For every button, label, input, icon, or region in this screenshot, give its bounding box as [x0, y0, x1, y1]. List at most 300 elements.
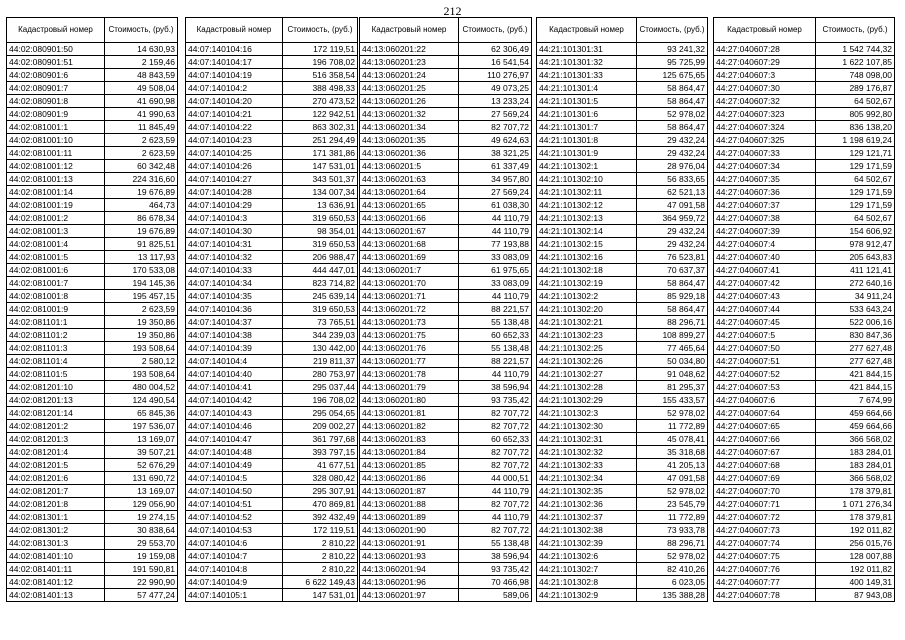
- cost-cell: 82 707,72: [459, 446, 532, 459]
- table-row: [186, 459, 358, 472]
- table-row: [360, 173, 532, 186]
- cadastral-number-cell: 44:07:140104:47: [186, 433, 283, 446]
- table-row: [537, 56, 708, 69]
- table-row: [360, 43, 532, 56]
- cost-cell: 192 011,82: [816, 524, 895, 537]
- table-row: [186, 394, 358, 407]
- cadastral-number-cell: 44:21:101302:35: [537, 485, 637, 498]
- cadastral-number-cell: 44:27:040607:41: [714, 264, 816, 277]
- cadastral-number-cell: 44:13:060201:78: [360, 368, 459, 381]
- cost-cell: 522 006,16: [816, 316, 895, 329]
- cadastral-number-cell: 44:21:101302:1: [537, 160, 637, 173]
- cost-cell: 6 622 149,43: [283, 576, 358, 589]
- cost-cell: 11 772,89: [637, 420, 708, 433]
- cadastral-number-cell: 44:02:081101:5: [7, 368, 105, 381]
- table-row: [714, 225, 895, 238]
- cadastral-number-cell: 44:02:081301:2: [7, 524, 105, 537]
- table-row: [714, 381, 895, 394]
- cadastral-number-cell: 44:07:140104:48: [186, 446, 283, 459]
- cost-cell: 60 342,48: [105, 160, 178, 173]
- table-row: [360, 316, 532, 329]
- table-row: [186, 472, 358, 485]
- table-row: [714, 160, 895, 173]
- cadastral-number-cell: 44:07:140104:31: [186, 238, 283, 251]
- cost-cell: 38 596,94: [459, 550, 532, 563]
- cost-cell: 13 169,07: [105, 485, 178, 498]
- table-row: [714, 498, 895, 511]
- cadastral-number-cell: 44:21:101302:37: [537, 511, 637, 524]
- table-row: [186, 576, 358, 589]
- cadastral-number-cell: 44:27:040607:68: [714, 459, 816, 472]
- cadastral-number-cell: 44:07:140104:50: [186, 485, 283, 498]
- cadastral-number-cell: 44:27:040607:78: [714, 589, 816, 602]
- table-row: [714, 459, 895, 472]
- cadastral-number-cell: 44:02:081401:11: [7, 563, 105, 576]
- cost-cell: 280 753,97: [283, 368, 358, 381]
- table-row: [7, 69, 178, 82]
- cost-cell: 2 810,22: [283, 537, 358, 550]
- cadastral-number-cell: 44:02:081101:3: [7, 342, 105, 355]
- cadastral-number-cell: 44:02:081201:14: [7, 407, 105, 420]
- header-cadastral-number: Кадастровый номер: [186, 18, 283, 43]
- cadastral-number-cell: 44:02:081001:10: [7, 134, 105, 147]
- cost-cell: 64 502,67: [816, 173, 895, 186]
- cadastral-number-cell: 44:21:101302:33: [537, 459, 637, 472]
- table-row: [186, 134, 358, 147]
- cost-cell: 52 978,02: [637, 485, 708, 498]
- header-cost: Стоимость, (руб.): [105, 18, 178, 43]
- cadastral-number-cell: 44:21:101302:32: [537, 446, 637, 459]
- cadastral-number-cell: 44:21:101301:33: [537, 69, 637, 82]
- cadastral-number-cell: 44:13:060201:84: [360, 446, 459, 459]
- cost-cell: 178 379,81: [816, 511, 895, 524]
- table-row: [714, 108, 895, 121]
- cadastral-number-cell: 44:13:060201:73: [360, 316, 459, 329]
- cost-cell: 172 119,51: [283, 43, 358, 56]
- table-row: [714, 290, 895, 303]
- cost-cell: 81 295,37: [637, 381, 708, 394]
- cost-cell: 19 159,08: [105, 550, 178, 563]
- cost-cell: 29 432,24: [637, 225, 708, 238]
- table-row: [714, 238, 895, 251]
- table-row: [360, 212, 532, 225]
- table-row: [714, 303, 895, 316]
- cost-cell: 129 121,71: [816, 147, 895, 160]
- cadastral-number-cell: 44:02:081001:13: [7, 173, 105, 186]
- cost-cell: 251 294,49: [283, 134, 358, 147]
- table-row: [186, 589, 358, 602]
- cadastral-number-cell: 44:07:140104:5: [186, 472, 283, 485]
- cost-cell: 61 038,30: [459, 199, 532, 212]
- cadastral-number-cell: 44:21:101301:7: [537, 121, 637, 134]
- table-row: [714, 433, 895, 446]
- cadastral-number-cell: 44:13:060201:23: [360, 56, 459, 69]
- table-row: [714, 524, 895, 537]
- cost-cell: 256 015,76: [816, 537, 895, 550]
- cost-cell: 65 845,36: [105, 407, 178, 420]
- table-row: [360, 95, 532, 108]
- table-row: [714, 576, 895, 589]
- cadastral-number-cell: 44:27:040607:65: [714, 420, 816, 433]
- table-row: [186, 108, 358, 121]
- cadastral-number-cell: 44:02:081001:12: [7, 160, 105, 173]
- cadastral-number-cell: 44:02:081101:4: [7, 355, 105, 368]
- cadastral-number-cell: 44:21:101302:9: [537, 589, 637, 602]
- cost-cell: 171 381,86: [283, 147, 358, 160]
- cost-cell: 60 652,33: [459, 329, 532, 342]
- cost-cell: 134 007,34: [283, 186, 358, 199]
- cadastral-number-cell: 44:07:140104:34: [186, 277, 283, 290]
- cadastral-number-cell: 44:27:040607:6: [714, 394, 816, 407]
- cadastral-number-cell: 44:07:140104:32: [186, 251, 283, 264]
- cost-cell: 459 664,66: [816, 407, 895, 420]
- table-row: [537, 108, 708, 121]
- cost-cell: 73 933,78: [637, 524, 708, 537]
- cadastre-table-4: [536, 17, 708, 602]
- table-row: [360, 589, 532, 602]
- table-row: [714, 95, 895, 108]
- cost-cell: 13 233,24: [459, 95, 532, 108]
- cadastral-number-cell: 44:13:060201:96: [360, 576, 459, 589]
- cadastral-number-cell: 44:21:101302:3: [537, 407, 637, 420]
- cadastral-number-cell: 44:13:060201:86: [360, 472, 459, 485]
- table-row: [537, 407, 708, 420]
- table-row: [714, 199, 895, 212]
- cadastral-number-cell: 44:27:040607:50: [714, 342, 816, 355]
- cadastral-number-cell: 44:07:140104:53: [186, 524, 283, 537]
- cadastral-number-cell: 44:13:060201:94: [360, 563, 459, 576]
- cost-cell: 13 169,07: [105, 433, 178, 446]
- cadastral-number-cell: 44:13:060201:68: [360, 238, 459, 251]
- table-row: [360, 420, 532, 433]
- cadastral-number-cell: 44:02:081001:19: [7, 199, 105, 212]
- table-row: [7, 316, 178, 329]
- cost-cell: 55 138,48: [459, 342, 532, 355]
- cost-cell: 219 811,37: [283, 355, 358, 368]
- cost-cell: 77 193,88: [459, 238, 532, 251]
- cadastral-number-cell: 44:21:101301:5: [537, 95, 637, 108]
- cadastral-number-cell: 44:13:060201:80: [360, 394, 459, 407]
- cadastral-number-cell: 44:13:060201:88: [360, 498, 459, 511]
- cost-cell: 533 643,24: [816, 303, 895, 316]
- table-row: [7, 433, 178, 446]
- table-row: [360, 251, 532, 264]
- cost-cell: 209 002,27: [283, 420, 358, 433]
- cadastral-number-cell: 44:13:060201:72: [360, 303, 459, 316]
- cadastral-number-cell: 44:27:040607:28: [714, 43, 816, 56]
- table-row: [7, 329, 178, 342]
- table-row: [360, 498, 532, 511]
- table-row: [7, 550, 178, 563]
- table-row: [537, 303, 708, 316]
- table-row: [7, 368, 178, 381]
- table-row: [360, 147, 532, 160]
- table-row: [360, 511, 532, 524]
- table-row: [537, 394, 708, 407]
- table-row: [537, 420, 708, 433]
- cadastre-table-2: [185, 17, 358, 602]
- table-row: [7, 225, 178, 238]
- cost-cell: 464,73: [105, 199, 178, 212]
- table-row: [360, 472, 532, 485]
- cost-cell: 319 650,53: [283, 212, 358, 225]
- cost-cell: 64 502,67: [816, 212, 895, 225]
- cadastral-number-cell: 44:07:140104:9: [186, 576, 283, 589]
- cost-cell: 170 533,08: [105, 264, 178, 277]
- table-row: [186, 524, 358, 537]
- table-row: [186, 381, 358, 394]
- cost-cell: 295 054,65: [283, 407, 358, 420]
- cost-cell: 87 943,08: [816, 589, 895, 602]
- table-row: [714, 472, 895, 485]
- table-row: [537, 576, 708, 589]
- cost-cell: 224 316,60: [105, 173, 178, 186]
- cadastral-number-cell: 44:21:101302:15: [537, 238, 637, 251]
- cost-cell: 2 810,22: [283, 563, 358, 576]
- cadastral-number-cell: 44:07:140104:33: [186, 264, 283, 277]
- cost-cell: 128 007,88: [816, 550, 895, 563]
- table-row: [360, 264, 532, 277]
- table-row: [714, 394, 895, 407]
- cost-cell: 361 797,68: [283, 433, 358, 446]
- table-row: [714, 329, 895, 342]
- cadastral-number-cell: 44:07:140104:35: [186, 290, 283, 303]
- header-cadastral-number: Кадастровый номер: [714, 18, 816, 43]
- cost-cell: 41 690,98: [105, 95, 178, 108]
- cost-cell: 13 117,93: [105, 251, 178, 264]
- cadastral-number-cell: 44:21:101302:6: [537, 550, 637, 563]
- cost-cell: 41 205,13: [637, 459, 708, 472]
- table-row: [360, 342, 532, 355]
- cadastral-number-cell: 44:07:140104:28: [186, 186, 283, 199]
- cadastral-number-cell: 44:02:081201:6: [7, 472, 105, 485]
- cadastral-number-cell: 44:07:140104:16: [186, 43, 283, 56]
- cost-cell: 319 650,53: [283, 303, 358, 316]
- cost-cell: 56 833,65: [637, 173, 708, 186]
- cadastral-number-cell: 44:13:060201:34: [360, 121, 459, 134]
- cost-cell: 52 676,29: [105, 459, 178, 472]
- table-row: [186, 433, 358, 446]
- cadastral-number-cell: 44:27:040607:5: [714, 329, 816, 342]
- cost-cell: 196 708,02: [283, 394, 358, 407]
- cost-cell: 55 138,48: [459, 537, 532, 550]
- cadastral-number-cell: 44:13:060201:85: [360, 459, 459, 472]
- cost-cell: 295 307,91: [283, 485, 358, 498]
- table-row: [186, 147, 358, 160]
- cadastral-number-cell: 44:27:040607:66: [714, 433, 816, 446]
- table-row: [714, 563, 895, 576]
- cadastral-number-cell: 44:02:081201:10: [7, 381, 105, 394]
- cost-cell: 95 725,99: [637, 56, 708, 69]
- table-row: [360, 576, 532, 589]
- cadastral-number-cell: 44:02:081401:13: [7, 589, 105, 602]
- cadastral-number-cell: 44:27:040607:34: [714, 160, 816, 173]
- cost-cell: 328 080,42: [283, 472, 358, 485]
- cadastral-number-cell: 44:07:140104:46: [186, 420, 283, 433]
- table-row: [714, 420, 895, 433]
- table-row: [537, 212, 708, 225]
- table-row: [714, 277, 895, 290]
- cost-cell: 44 110,79: [459, 368, 532, 381]
- cost-cell: 33 083,09: [459, 251, 532, 264]
- cadastral-number-cell: 44:27:040607:3: [714, 69, 816, 82]
- cadastral-number-cell: 44:07:140104:51: [186, 498, 283, 511]
- cost-cell: 60 652,33: [459, 433, 532, 446]
- cadastral-number-cell: 44:07:140104:38: [186, 329, 283, 342]
- cadastral-number-cell: 44:02:081001:11: [7, 147, 105, 160]
- cadastral-number-cell: 44:07:140104:39: [186, 342, 283, 355]
- cadastral-number-cell: 44:13:060201:79: [360, 381, 459, 394]
- table-row: [7, 485, 178, 498]
- table-row: [7, 199, 178, 212]
- cost-cell: 978 912,47: [816, 238, 895, 251]
- cadastral-number-cell: 44:02:081001:9: [7, 303, 105, 316]
- table-row: [537, 199, 708, 212]
- table-row: [186, 342, 358, 355]
- table-row: [714, 147, 895, 160]
- cost-cell: 295 037,44: [283, 381, 358, 394]
- cadastral-number-cell: 44:07:140104:21: [186, 108, 283, 121]
- table-row: [186, 69, 358, 82]
- cost-cell: 196 708,02: [283, 56, 358, 69]
- cadastral-number-cell: 44:21:101302:39: [537, 537, 637, 550]
- cadastral-number-cell: 44:27:040607:36: [714, 186, 816, 199]
- cost-cell: 45 078,41: [637, 433, 708, 446]
- cost-cell: 88 221,57: [459, 303, 532, 316]
- cadastral-number-cell: 44:21:101302:26: [537, 355, 637, 368]
- table-row: [537, 563, 708, 576]
- cost-cell: 82 707,72: [459, 524, 532, 537]
- cadastral-number-cell: 44:02:080901:6: [7, 69, 105, 82]
- table-row: [360, 433, 532, 446]
- table-row: [537, 446, 708, 459]
- cost-cell: 86 678,34: [105, 212, 178, 225]
- cost-cell: 57 477,24: [105, 589, 178, 602]
- cost-cell: 38 596,94: [459, 381, 532, 394]
- table-row: [714, 537, 895, 550]
- cost-cell: 91 825,51: [105, 238, 178, 251]
- cost-cell: 830 847,36: [816, 329, 895, 342]
- table-row: [714, 485, 895, 498]
- cadastral-number-cell: 44:07:140104:23: [186, 134, 283, 147]
- table-row: [7, 459, 178, 472]
- table-row: [7, 407, 178, 420]
- table-row: [7, 576, 178, 589]
- table-row: [7, 43, 178, 56]
- cost-cell: 366 568,02: [816, 433, 895, 446]
- cadastral-number-cell: 44:27:040607:52: [714, 368, 816, 381]
- cadastral-number-cell: 44:02:081001:7: [7, 277, 105, 290]
- cost-cell: 29 432,24: [637, 134, 708, 147]
- table-row: [714, 56, 895, 69]
- cadastral-number-cell: 44:07:140104:26: [186, 160, 283, 173]
- cadastral-number-cell: 44:27:040607:323: [714, 108, 816, 121]
- table-row: [186, 355, 358, 368]
- cadastral-number-cell: 44:27:040607:43: [714, 290, 816, 303]
- cadastral-number-cell: 44:07:140105:1: [186, 589, 283, 602]
- cost-cell: 343 501,37: [283, 173, 358, 186]
- cost-cell: 836 138,20: [816, 121, 895, 134]
- table-row: [7, 563, 178, 576]
- cost-cell: 35 318,68: [637, 446, 708, 459]
- cost-cell: 147 531,01: [283, 160, 358, 173]
- table-row: [537, 82, 708, 95]
- table-row: [7, 173, 178, 186]
- table-row: [186, 537, 358, 550]
- table-row: [714, 342, 895, 355]
- cost-cell: 364 959,72: [637, 212, 708, 225]
- table-row: [537, 225, 708, 238]
- cadastral-number-cell: 44:21:101302:12: [537, 199, 637, 212]
- cost-cell: 270 473,52: [283, 95, 358, 108]
- cadastral-number-cell: 44:27:040607:42: [714, 277, 816, 290]
- cost-cell: 195 457,15: [105, 290, 178, 303]
- cost-cell: 58 864,47: [637, 277, 708, 290]
- cadastral-number-cell: 44:27:040607:53: [714, 381, 816, 394]
- table-row: [186, 251, 358, 264]
- cost-cell: 155 433,57: [637, 394, 708, 407]
- cadastral-number-cell: 44:27:040607:35: [714, 173, 816, 186]
- table-row: [537, 589, 708, 602]
- cadastral-number-cell: 44:02:081101:2: [7, 329, 105, 342]
- cost-cell: 49 073,25: [459, 82, 532, 95]
- cadastral-number-cell: 44:13:060201:25: [360, 82, 459, 95]
- cost-cell: 39 507,21: [105, 446, 178, 459]
- table-row: [360, 290, 532, 303]
- table-row: [7, 82, 178, 95]
- cost-cell: 272 640,16: [816, 277, 895, 290]
- cost-cell: 93 735,42: [459, 394, 532, 407]
- cadastral-number-cell: 44:13:060201:77: [360, 355, 459, 368]
- cadastral-number-cell: 44:21:101301:32: [537, 56, 637, 69]
- table-row: [186, 485, 358, 498]
- table-row: [714, 264, 895, 277]
- cost-cell: 2 623,59: [105, 134, 178, 147]
- cadastral-number-cell: 44:07:140104:20: [186, 95, 283, 108]
- cost-cell: 62 521,13: [637, 186, 708, 199]
- table-row: [537, 381, 708, 394]
- cadastre-table-1: [6, 17, 178, 602]
- cadastral-number-cell: 44:13:060201:65: [360, 199, 459, 212]
- table-row: [7, 472, 178, 485]
- cadastral-number-cell: 44:02:081201:7: [7, 485, 105, 498]
- table-row: [537, 160, 708, 173]
- cost-cell: 823 714,82: [283, 277, 358, 290]
- table-row: [537, 498, 708, 511]
- cost-cell: 110 276,97: [459, 69, 532, 82]
- cadastral-number-cell: 44:13:060201:82: [360, 420, 459, 433]
- cadastral-number-cell: 44:07:140104:2: [186, 82, 283, 95]
- cost-cell: 70 637,37: [637, 264, 708, 277]
- cost-cell: 98 354,01: [283, 225, 358, 238]
- cadastral-number-cell: 44:02:081001:4: [7, 238, 105, 251]
- table-row: [186, 199, 358, 212]
- table-row: [714, 82, 895, 95]
- table-row: [714, 186, 895, 199]
- cadastral-number-cell: 44:07:140104:43: [186, 407, 283, 420]
- cadastral-number-cell: 44:27:040607:67: [714, 446, 816, 459]
- cost-cell: 29 553,70: [105, 537, 178, 550]
- cadastral-number-cell: 44:21:101302:10: [537, 173, 637, 186]
- cadastral-number-cell: 44:13:060201:7: [360, 264, 459, 277]
- cadastral-number-cell: 44:07:140104:22: [186, 121, 283, 134]
- table-row: [7, 277, 178, 290]
- table-row: [537, 537, 708, 550]
- table-row: [186, 82, 358, 95]
- cadastral-number-cell: 44:21:101302:27: [537, 368, 637, 381]
- table-row: [537, 173, 708, 186]
- table-row: [186, 264, 358, 277]
